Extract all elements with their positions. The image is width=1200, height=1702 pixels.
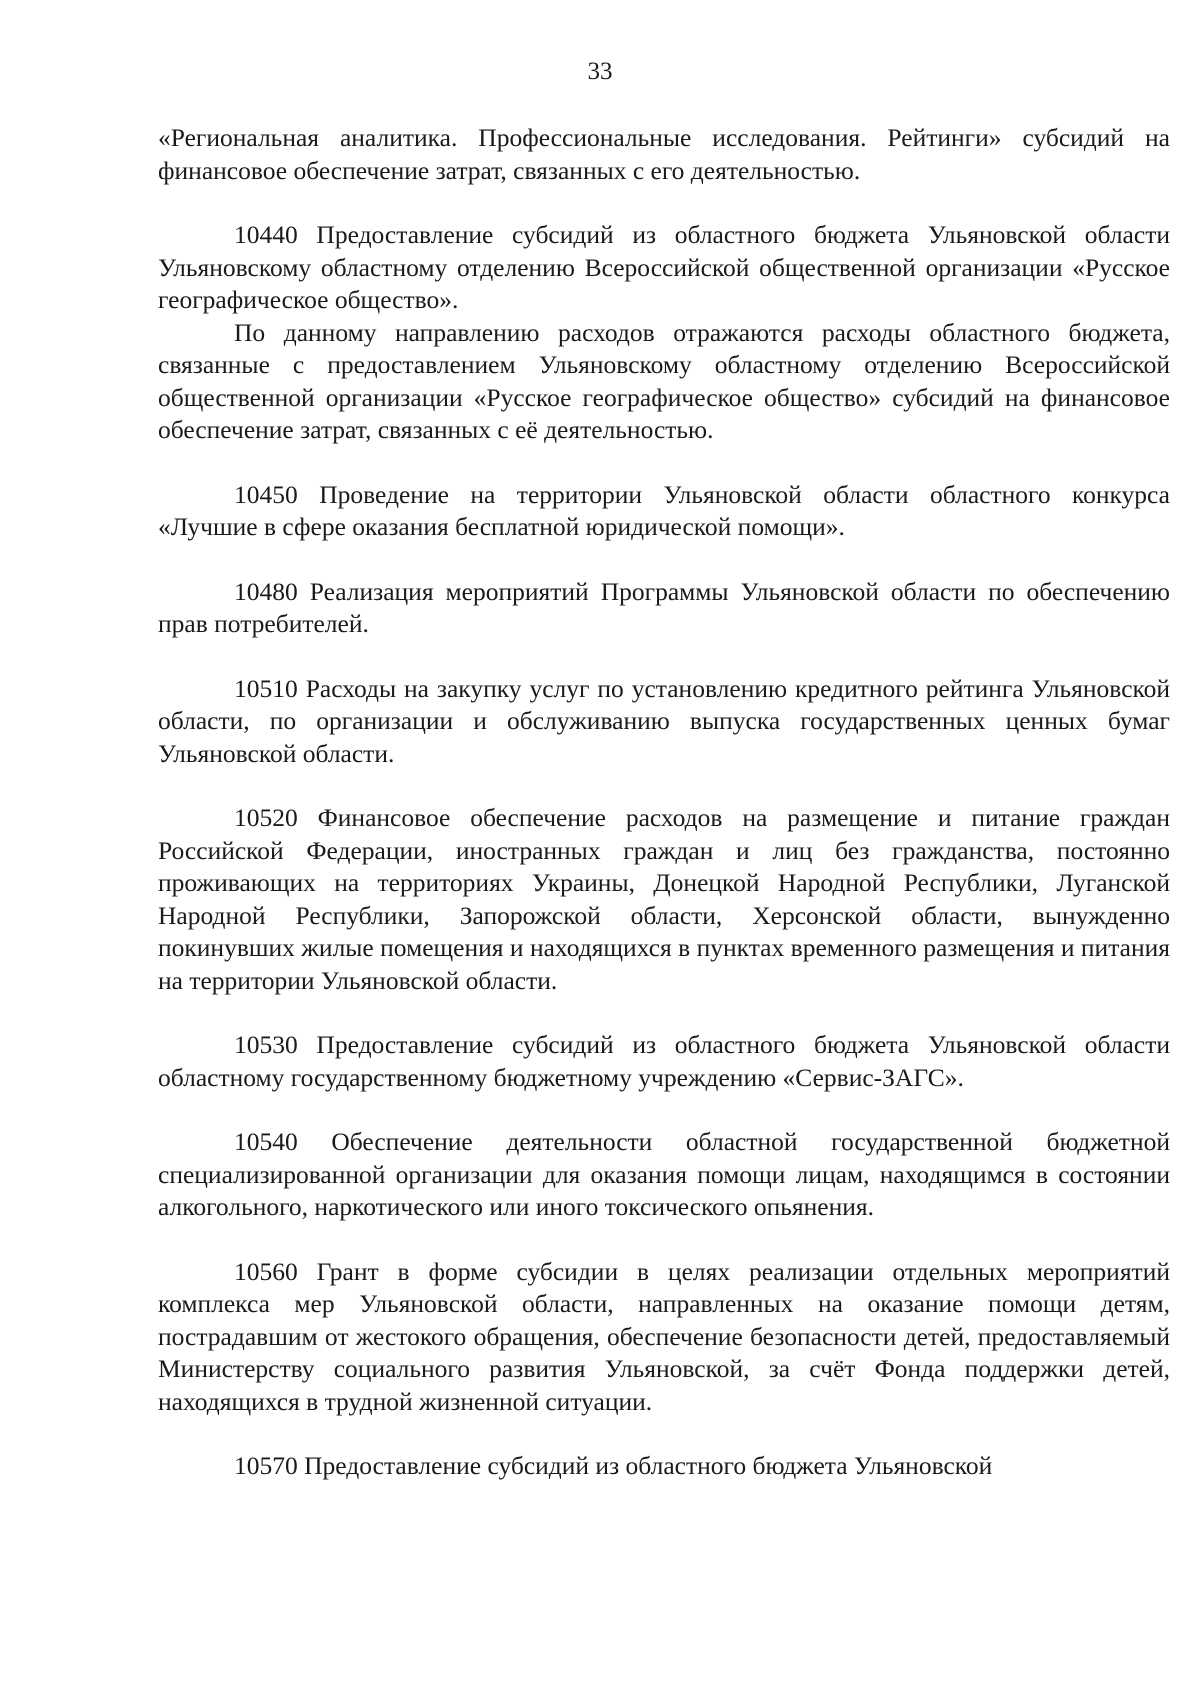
paragraph-10440-description: По данному направлению расходов отражаются расходы областного бюджета, связанные с предоставлением Ульяновскому областному отделению Всероссийской общественной организации «Русское географическое общество» субсидий на финансовое обеспечение затрат, связанных с её деятельностью. xyxy=(158,317,1170,444)
paragraph-10480: 10480 Реализация мероприятий Программы Ульяновской области по обеспечению прав потребителей. xyxy=(158,576,1170,638)
paragraph-10520: 10520 Финансовое обеспечение расходов на размещение и питание граждан Российской Федерации, иностранных граждан и лиц без гражданства, постоянно проживающих на территориях Украины, Донецкой Народной Республики, Луганской Народной Республики, Запорожской области, Херсонской области, вынужденно покинувших жилые помещения и находящихся в пунктах временного размещения и питания на территории Ульяновской области. xyxy=(158,803,1170,995)
page-number: 33 xyxy=(587,58,613,85)
paragraph-10440: 10440 Предоставление субсидий из областного бюджета Ульяновской области Ульяновскому областному отделению Всероссийской общественной организации «Русское географическое общество». xyxy=(158,220,1170,314)
paragraph-10450: 10450 Проведение на территории Ульяновской области областного конкурса «Лучшие в сфере оказания бесплатной юридической помощи». xyxy=(158,479,1170,541)
paragraph-10530: 10530 Предоставление субсидий из областного бюджета Ульяновской области областному государственному бюджетному учреждению «Сервис-ЗАГС». xyxy=(158,1030,1170,1092)
document-body xyxy=(158,122,1170,1483)
paragraph-10560: 10560 Грант в форме субсидии в целях реализации отдельных мероприятий комплекса мер Ульяновской области, направленных на оказание помощи детям, пострадавшим от жестокого обращения, обеспечение безопасности детей, предоставляемый Министерству социального развития Ульяновской, за счёт Фонда поддержки детей, находящихся в трудной жизненной ситуации. xyxy=(158,1256,1170,1416)
paragraph-10570: 10570 Предоставление субсидий из областного бюджета Ульяновской xyxy=(234,1451,993,1480)
paragraph-10540: 10540 Обеспечение деятельности областной государственной бюджетной специализированной организации для оказания помощи лицам, находящимся в состоянии алкогольного, наркотического или иного токсического опьянения. xyxy=(158,1127,1170,1221)
paragraph-continuation: «Региональная аналитика. Профессиональные исследования. Рейтинги» субсидий на финансовое обеспечение затрат, связанных с его деятельностью. xyxy=(158,123,1170,185)
paragraph-10510: 10510 Расходы на закупку услуг по установлению кредитного рейтинга Ульяновской области, по организации и обслуживанию выпуска государственных ценных бумаг Ульяновской области. xyxy=(158,673,1170,768)
